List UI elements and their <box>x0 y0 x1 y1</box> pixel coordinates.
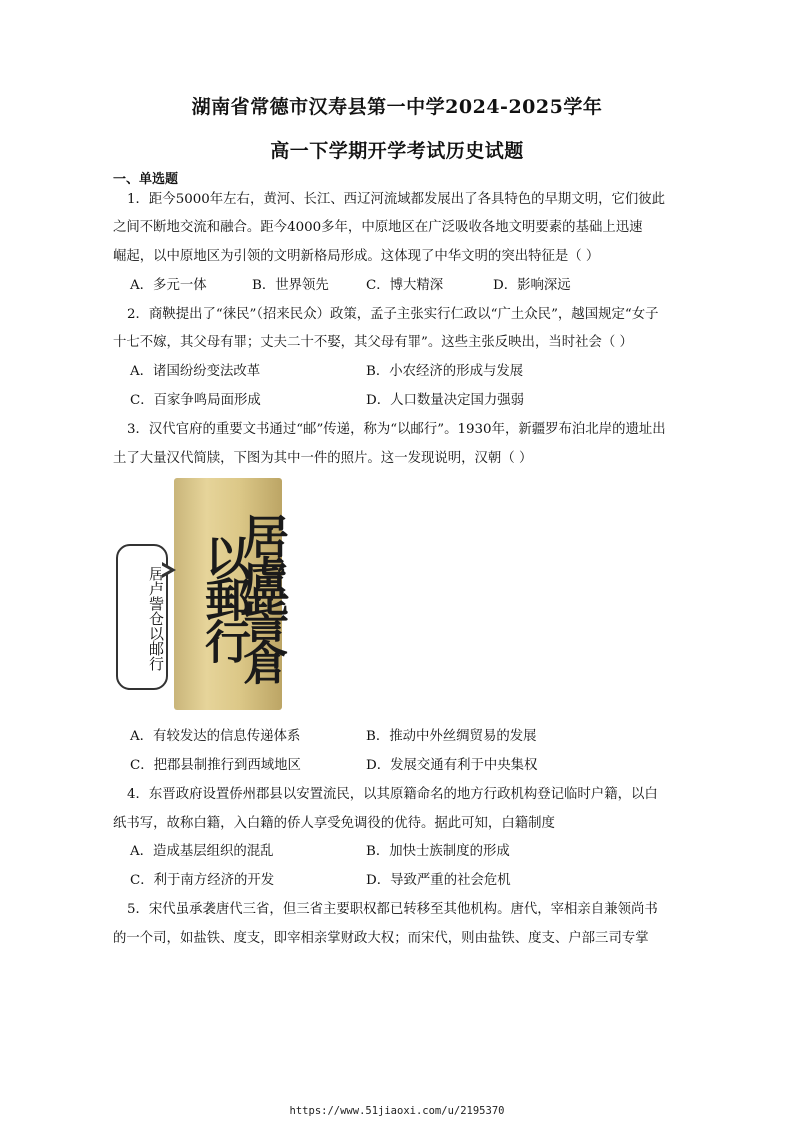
q4-line: 纸书写，故称白籍，入白籍的侨人享受免调役的优待。据此可知，白籍制度 <box>113 816 555 831</box>
q5-line: 的一个司，如盐铁、度支，即宰相亲掌财政大权；而宋代，则由盐铁、度支、户部三司专掌 <box>113 931 649 946</box>
q4-option-c: C．利于南方经济的开发 <box>130 873 275 888</box>
q1-option-c: C．博大精深 <box>366 278 444 293</box>
bamboo-slip-photo <box>174 478 290 710</box>
bamboo-slip-figure <box>112 478 290 710</box>
q1-line: 1．距今5000年左右，黄河、长江、西辽河流域都发展出了各具特色的早期文明，它们彼此 <box>127 192 666 207</box>
q2-line: 十七不嫁，其父母有罪；丈夫二十不娶，其父母有罪”。这些主张反映出，当时社会（ ） <box>113 335 633 350</box>
q3-option-b: B．推动中外丝绸贸易的发展 <box>366 729 537 744</box>
q3-option-d: D．发展交通有利于中央集权 <box>366 758 538 773</box>
q2-option-c: C．百家争鸣局面形成 <box>130 393 261 408</box>
q2-line: 2．商鞅提出了“徕民”（招来民众）政策，孟子主张实行仁政以“广土众民”，越国规定“女子 <box>127 307 659 322</box>
q1-line: 之间不断地交流和融合。距今4000多年，中原地区在广泛吸收各地文明要素的基础上迅速 <box>113 220 643 235</box>
q1-option-b: B．世界领先 <box>252 278 329 293</box>
q4-option-a: A．造成基层组织的混乱 <box>130 844 274 859</box>
q3-line: 3．汉代官府的重要文书通过“邮”传递，称为“以邮行”。1930年，新疆罗布泊北岸的遗址出 <box>127 422 666 437</box>
caption-bubble-text: 居卢訾仓以邮行 <box>147 565 165 671</box>
q5-line: 5．宋代虽承袭唐代三省，但三省主要职权都已转移至其他机构。唐代，宰相亲自兼领尚书 <box>127 902 658 917</box>
q4-option-d: D．导致严重的社会危机 <box>366 873 511 888</box>
footer-url[interactable]: https://www.51jiaoxi.com/u/2195370 <box>289 1105 505 1117</box>
q1-option-a: A．多元一体 <box>130 278 207 293</box>
exam-title-line2: 高一下学期开学考试历史试题 <box>270 140 524 162</box>
bamboo-slip-inscription: 居盧訾倉以郵行 <box>198 513 290 681</box>
q3-line: 土了大量汉代简牍，下图为其中一件的照片。这一发现说明，汉朝（ ） <box>113 451 533 466</box>
q2-option-d: D．人口数量决定国力强弱 <box>366 393 525 408</box>
exam-title-line1: 湖南省常德市汉寿县第一中学2024-2025学年 <box>191 96 603 118</box>
q1-line: 崛起，以中原地区为引领的文明新格局形成。这体现了中华文明的突出特征是（ ） <box>113 249 600 264</box>
q2-option-b: B．小农经济的形成与发展 <box>366 364 524 379</box>
q4-line: 4．东晋政府设置侨州郡县以安置流民，以其原籍命名的地方行政机构登记临时户籍，以白 <box>127 787 658 802</box>
q1-option-d: D．影响深远 <box>493 278 571 293</box>
q3-option-a: A．有较发达的信息传递体系 <box>130 729 301 744</box>
q3-option-c: C．把郡县制推行到西域地区 <box>130 758 301 773</box>
q2-option-a: A．诸国纷纷变法改革 <box>130 364 261 379</box>
bubble-tail-inner <box>161 565 170 575</box>
section-heading: 一、单选题 <box>113 172 179 187</box>
q4-option-b: B．加快士族制度的形成 <box>366 844 510 859</box>
